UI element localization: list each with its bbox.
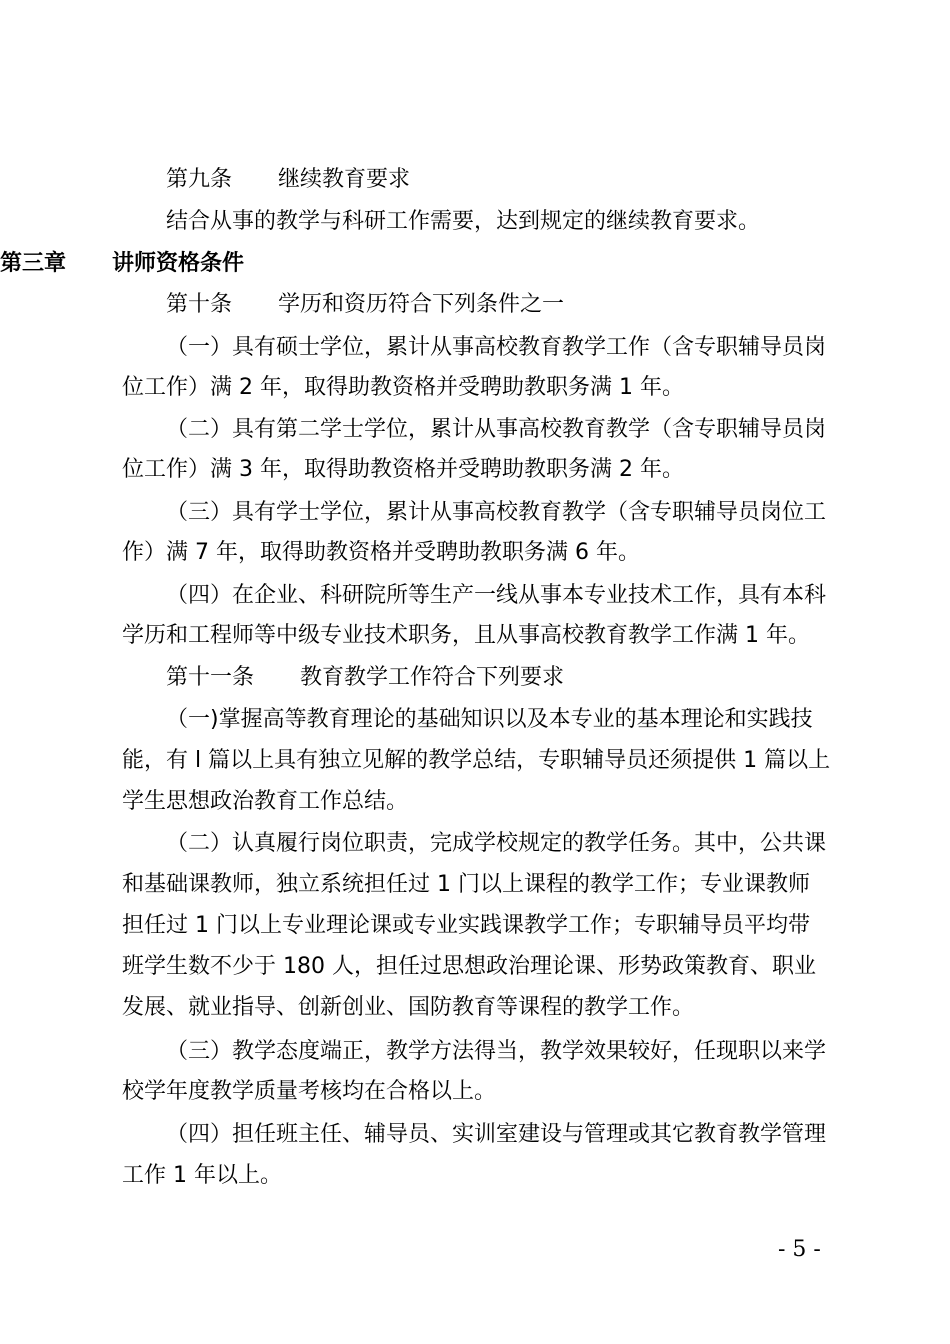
paragraph-line: 班学生数不少于 180 人，担任过思想政治理论课、形势政策教育、职业 bbox=[122, 954, 816, 979]
paragraph-line: 位工作）满 2 年，取得助教资格并受聘助教职务满 1 年。 bbox=[122, 375, 684, 400]
article-title: 学历和资历符合下列条件之一 bbox=[278, 292, 565, 317]
paragraph-line: 发展、就业指导、创新创业、国防教育等课程的教学工作。 bbox=[122, 995, 695, 1020]
article-label: 第十一条 bbox=[166, 665, 255, 690]
article-label: 第十条 bbox=[166, 292, 233, 317]
paragraph-line: 工作 1 年以上。 bbox=[122, 1163, 282, 1188]
chapter-title: 讲师资格条件 bbox=[112, 251, 245, 276]
paragraph-line: 能，有 l 篇以上具有独立见解的教学总结，专职辅导员还须提供 1 篇以上 bbox=[122, 748, 831, 773]
article-title: 教育教学工作符合下列要求 bbox=[300, 665, 565, 690]
paragraph-line: 学历和工程师等中级专业技术职务，且从事高校教育教学工作满 1 年。 bbox=[122, 623, 810, 648]
paragraph-line: （二）认真履行岗位职责，完成学校规定的教学任务。其中，公共课 bbox=[166, 831, 827, 856]
paragraph-line: 和基础课教师，独立系统担任过 1 门以上课程的教学工作；专业课教师 bbox=[122, 872, 810, 897]
article-11-heading bbox=[166, 663, 564, 693]
paragraph-line: （四）在企业、科研院所等生产一线从事本专业技术工作，具有本科 bbox=[166, 583, 827, 608]
paragraph-line: 学生思想政治教育工作总结。 bbox=[122, 789, 409, 814]
paragraph-line: 位工作）满 3 年，取得助教资格并受聘助教职务满 2 年。 bbox=[122, 457, 684, 482]
chapter-heading bbox=[0, 249, 244, 279]
paragraph-line: （三）教学态度端正，教学方法得当，教学效果较好，任现职以来学 bbox=[166, 1039, 827, 1064]
chapter-label: 第三章 bbox=[0, 251, 67, 276]
paragraph-line: （一)掌握高等教育理论的基础知识以及本专业的基本理论和实践技 bbox=[166, 707, 813, 732]
article-10-heading bbox=[166, 290, 564, 320]
paragraph-line: （二）具有第二学士学位，累计从事高校教育教学（含专职辅导员岗 bbox=[166, 417, 827, 442]
paragraph-line: 担任过 1 门以上专业理论课或专业实践课教学工作；专职辅导员平均带 bbox=[122, 913, 810, 938]
paragraph-line: （一）具有硕士学位，累计从事高校教育教学工作（含专职辅导员岗 bbox=[166, 335, 827, 360]
paragraph: 结合从事的教学与科研工作需要，达到规定的继续教育要求。 bbox=[166, 209, 761, 234]
article-9-heading bbox=[166, 165, 410, 195]
paragraph-line: （三）具有学士学位，累计从事高校教育教学（含专职辅导员岗位工 bbox=[166, 500, 827, 525]
article-label: 第九条 bbox=[166, 167, 233, 192]
paragraph-line: （四）担任班主任、辅导员、实训室建设与管理或其它教育教学管理 bbox=[166, 1122, 827, 1147]
paragraph-line: 作）满 7 年，取得助教资格并受聘助教职务满 6 年。 bbox=[122, 540, 640, 565]
page-number: - 5 - bbox=[778, 1237, 821, 1262]
article-title: 继续教育要求 bbox=[278, 167, 411, 192]
paragraph-line: 校学年度教学质量考核均在合格以上。 bbox=[122, 1079, 497, 1104]
